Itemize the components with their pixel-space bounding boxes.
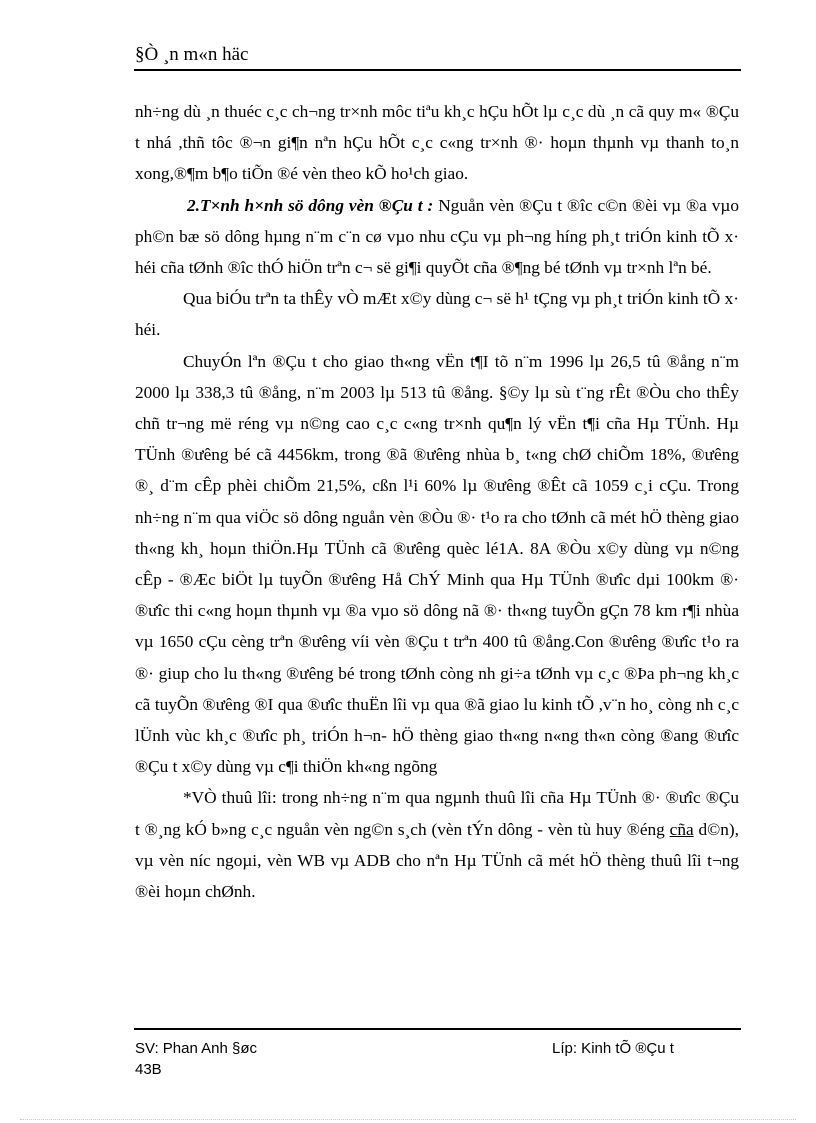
- paragraph-5-post: d©n), vµ vèn níc ngoµi, vèn WB vµ ADB cho nªn Hµ TÜnh cã mét hÖ thèng thuû lîi t¬ng ®èi hoµn chØnh.: [135, 819, 739, 902]
- paragraph-5-underlined: cña: [669, 819, 694, 839]
- paragraph-2: [135, 190, 739, 284]
- header-rule: [134, 69, 741, 71]
- page-header-title: §Ò ¸n m«n häc: [135, 44, 249, 65]
- section-heading: 2.T×nh h×nh sö dông vèn ®Çu t :: [187, 195, 434, 215]
- document-body: [135, 96, 739, 907]
- footer-rule: [134, 1028, 741, 1030]
- paragraph-2-text: Nguån vèn ®Çu t ®îc c©n ®èi vµ ®a vµo ph©n bæ sö dông hµng n¨m c¨n cø vµo nhu cÇu vµ ph¬ng híng ph¸t triÓn kinh tÕ x· héi cña tØnh ®îc thÓ hiÖn trªn c¬ së gi¶i quyÕt cña ®¶ng bé tØnh vµ tr×nh lªn bé.: [135, 195, 739, 278]
- footer-student: SV: Phan Anh §øc 43B: [135, 1040, 258, 1078]
- paragraph-4: ChuyÓn lªn ®Çu t cho giao th«ng vËn t¶I tõ n¨m 1996 lµ 26,5 tû ®ång n¨m 2000 lµ 338,3 tû ®ång, n¨m 2003 lµ 513 tû ®ång. §©y lµ sù t¨ng rÊt ®Òu cho thÊy chñ tr¬ng më réng vµ n©ng cao c¸c c«ng tr×nh qu¶n lý vËn t¶i cña Hµ TÜnh. Hµ TÜnh ®ưêng bé cã 4456km, trong ®ã ®ưêng nhùa b¸ t«ng chØ chiÕm 18%, ®ưêng ®¸ d¨m cÊp phèi chiÕm 21,5%, cßn l¹i 60% lµ ®ưêng ®Êt cã 1059 c¸i cÇu. Trong nh÷ng n¨m qua viÖc sö dông nguån vèn ®Òu ®· t¹o ra cho tØnh cã mét hÖ thèng giao th«ng kh¸ hoµn thiÖn.Hµ TÜnh cã ®ưêng quèc lé1A. 8A ®Òu x©y dùng vµ n©ng cÊp - ®Æc biÖt lµ tuyÕn ®ưêng Hå ChÝ Minh qua Hµ TÜnh ®ưîc dµi 100km ®· ®ưîc thi c«ng hoµn thµnh vµ ®a vµo sö dông nã ®· th«ng tuyÕn gÇn 78 km r¶i nhùa vµ 1650 cÇu cèng trªn ®ưêng víi vèn ®Çu t trªn 400 tû ®ång.Con ®ưêng ®ưîc t¹o ra ®· giup cho lu th«ng ®ưêng bé trong tØnh còng nh gi÷a tØnh vµ c¸c ®Þa ph¬ng kh¸c cã tuyÕn ®ưêng ®I qua ®ưîc thuËn lîi vµ qua ®ã giao lu kinh tÕ ,v¨n ho¸ còng nh c¸c lÜnh vùc kh¸c ®ưîc ph¸ triÓn h¬n- hÖ thèng giao th«ng n«ng th«n còng ®ang ®ưîc ®Çu t x©y dùng vµ c¶i thiÖn kh«ng ngõng: [135, 351, 739, 777]
- paragraph-5-pre: *VÒ thuû lîi: trong nh÷ng n¨m qua ngµnh thuû lîi cña Hµ TÜnh ®· ®ưîc ®Çu t ®¸ng kÓ b»ng c¸c nguån vèn ng©n s¸ch (vèn tÝn dông - vèn tù huy ®éng: [135, 788, 739, 839]
- page-edge-divider: [20, 1119, 796, 1120]
- paragraph-1: nh÷ng dù ¸n thuéc c¸c ch¬ng tr×nh môc tiªu kh¸c hÇu hÕt lµ c¸c dù ¸n cã quy m« ®Çu t nhá ,thñ tôc ®¬n gi¶n nªn hÇu hÕt c¸c c«ng tr×nh ®· hoµn thµnh vµ thanh to¸n xong,®¶m b¶o tiÕn ®é vèn theo kÕ ho¹ch giao.: [135, 102, 739, 184]
- paragraph-3: Qua biÓu trªn ta thÊy vÒ mÆt x©y dùng c¬ së h¹ tÇng vµ ph¸t triÓn kinh tÕ x· héi.: [135, 289, 739, 340]
- footer-class: Líp: Kinh tÕ ®Çu t: [552, 1040, 674, 1057]
- paragraph-5: [135, 782, 739, 907]
